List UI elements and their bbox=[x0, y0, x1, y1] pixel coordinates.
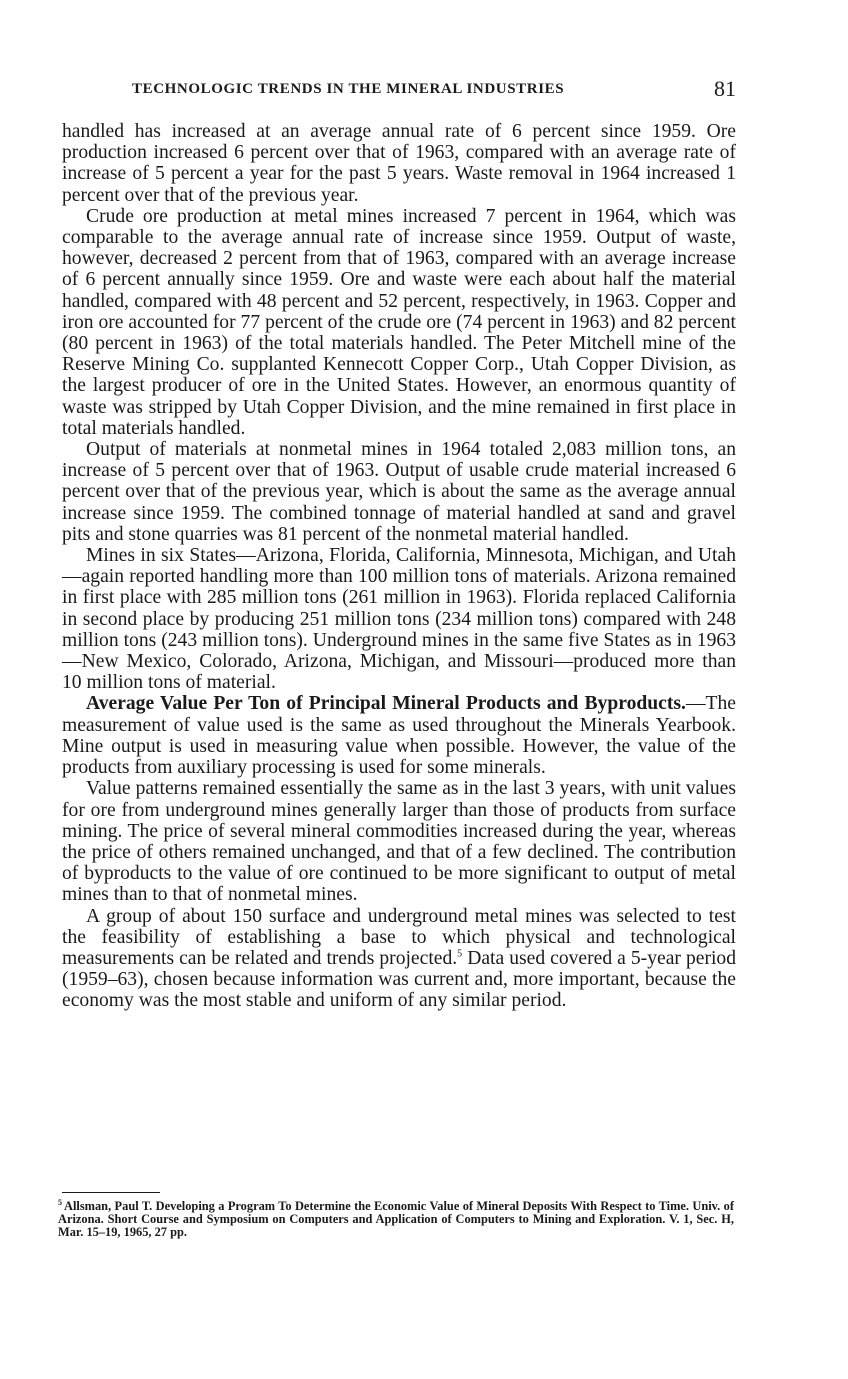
paragraph-average-value-text: —The measurement of value used is the same as used throughout the Minerals Yearbook. Mine output is used in measuring value when possible. However, the value of the products from auxiliary processing is used for some minerals. bbox=[62, 693, 736, 779]
footnote-text: Allsman, Paul T. Developing a Program To Determine the Economic Value of Mineral Deposits With Respect to Time. Univ. of Arizona. Short Course and Symposium on Computers and Application of Computers to Mining and Exploration. V. 1, Sec. H, Mar. 15–19, 1965, 27 pp. bbox=[58, 1199, 734, 1240]
section-run-in-heading: Average Value Per Ton of Principal Mineral Products and Byproducts. bbox=[86, 693, 686, 715]
paragraph-value-patterns: Value patterns remained essentially the same as in the last 3 years, with unit values for ore from underground mines generally larger than those of products from surface mining. The price of several mineral commodities increased during the year, whereas the price of others remained unchanged, and that of a few declined. The contribution of byproducts to the value of ore continued to be more significant to output of metal mines than to that of nonmetal mines. bbox=[62, 778, 736, 906]
paragraph-nonmetal-mines: Output of materials at nonmetal mines in 1964 totaled 2,083 million tons, an increase of 5 percent over that of 1963. Output of usable crude material increased 6 percent over that of the previous year, which is about the same as the average annual increase since 1959. The combined tonnage of material handled at sand and gravel pits and stone quarries was 81 percent of the nonmetal material handled. bbox=[62, 439, 736, 545]
paragraph-continuation: handled has increased at an average annual rate of 6 percent since 1959. Ore production increased 6 percent over that of 1963, compared with an average rate of increase of 5 percent a year for the past 5 years. Waste removal in 1964 increased 1 percent over that of the previous year. bbox=[62, 121, 736, 206]
page-header bbox=[62, 76, 736, 102]
page-number: 81 bbox=[714, 76, 736, 101]
paragraph-states: Mines in six States—Arizona, Florida, California, Minnesota, Michigan, and Utah—again reported handling more than 100 million tons of materials. Arizona remained in first place with 285 million tons (261 million in 1963). Florida replaced California in second place by producing 251 million tons (234 million tons) compared with 248 million tons (243 million tons). Underground mines in the same five States as in 1963—New Mexico, Colorado, Arizona, Michigan, and Missouri—produced more than 10 million tons of material. bbox=[62, 545, 736, 694]
paragraph-metal-mines-group bbox=[62, 906, 736, 1012]
paragraph-average-value bbox=[62, 693, 736, 778]
body-text bbox=[62, 121, 736, 1012]
footnote-reference[interactable]: 5 bbox=[457, 948, 463, 960]
footnote bbox=[58, 1197, 734, 1240]
footnote-mark: 5 bbox=[58, 1197, 62, 1207]
paragraph-metal-mines: Crude ore production at metal mines increased 7 percent in 1964, which was comparable to the average annual rate of increase since 1959. Output of waste, however, decreased 2 percent from that of 1963, compared with an average increase of 6 percent annually since 1959. Ore and waste were each about half the material handled, compared with 48 percent and 52 percent, respectively, in 1963. Copper and iron ore accounted for 77 percent of the crude ore (74 percent in 1963) and 82 percent (80 percent in 1963) of the total materials handled. The Peter Mitchell mine of the Reserve Mining Co. supplanted Kennecott Copper Corp., Utah Copper Division, as the largest producer of ore in the United States. However, an enormous quantity of waste was stripped by Utah Copper Division, and the mine remained in first place in total materials handled. bbox=[62, 205, 736, 439]
paragraph-group-text: A group of about 150 surface and underground metal mines was selected to test the feasibility of establishing a base to which physical and technological measurements can be related and trends projected. bbox=[62, 905, 736, 969]
running-title: TECHNOLOGIC TRENDS IN THE MINERAL INDUSTRIES bbox=[132, 81, 565, 97]
footnote-divider bbox=[62, 1192, 160, 1193]
paragraph-group-text-after: Data used covered a 5-year period (1959–63), chosen because information was current and, more important, because the economy was the most stable and uniform of any similar period. bbox=[62, 947, 737, 1012]
